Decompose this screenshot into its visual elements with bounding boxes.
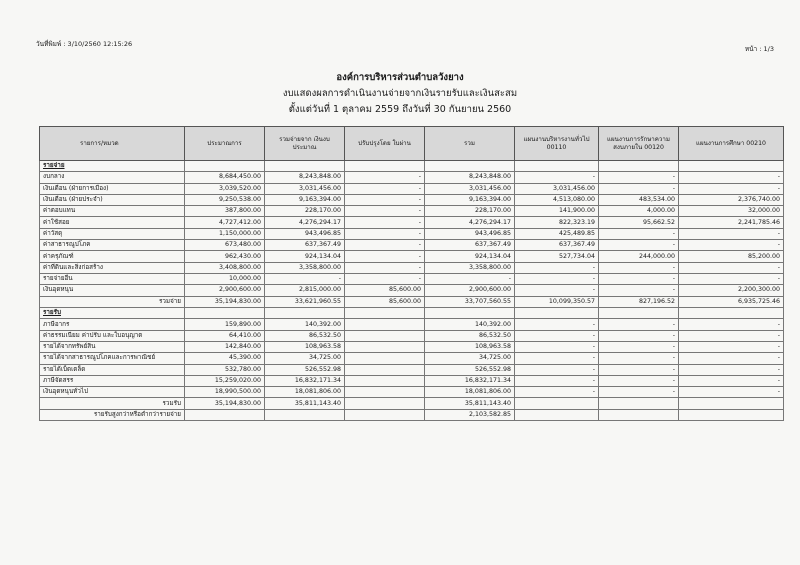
table-cell: 924,134.04 — [425, 251, 515, 262]
empty-cell — [345, 409, 425, 420]
table-cell: 95,662.52 — [599, 217, 679, 228]
table-cell: 637,367.49 — [425, 240, 515, 251]
table-cell: รวมจ่าย — [40, 296, 185, 308]
table-cell: ค่าครุภัณฑ์ — [40, 251, 185, 262]
column-header: แผนงานการศึกษา 00210 — [679, 127, 784, 161]
total-row — [40, 398, 784, 410]
table-cell: - — [345, 262, 425, 273]
table-row — [40, 240, 784, 251]
table-cell — [345, 364, 425, 375]
table-cell: 159,890.00 — [185, 319, 265, 330]
table-cell: 10,000.00 — [185, 273, 265, 284]
table-cell: - — [515, 285, 599, 296]
table-row — [40, 285, 784, 296]
table-cell: 32,000.00 — [679, 206, 784, 217]
table-cell: - — [515, 273, 599, 284]
table-cell — [679, 398, 784, 410]
table-row — [40, 330, 784, 341]
empty-cell — [515, 161, 599, 172]
table-cell: 33,707,560.55 — [425, 296, 515, 308]
table-row — [40, 319, 784, 330]
table-cell: - — [345, 240, 425, 251]
table-cell: 228,170.00 — [425, 206, 515, 217]
table-cell: - — [599, 341, 679, 352]
table-cell: - — [345, 194, 425, 205]
column-header: รวม — [425, 127, 515, 161]
table-cell: 2,815,000.00 — [265, 285, 345, 296]
table-cell: 3,031,456.00 — [515, 183, 599, 194]
table-cell: รายได้เบ็ดเตล็ด — [40, 364, 185, 375]
table-cell: 3,358,800.00 — [265, 262, 345, 273]
table-cell: ภาษีอากร — [40, 319, 185, 330]
empty-cell — [679, 308, 784, 319]
table-cell: - — [679, 341, 784, 352]
table-cell: 527,734.04 — [515, 251, 599, 262]
table-header-row — [40, 127, 784, 161]
empty-cell — [425, 161, 515, 172]
table-cell — [345, 375, 425, 386]
table-cell: รายจ่ายอื่น — [40, 273, 185, 284]
table-cell: 9,163,394.00 — [265, 194, 345, 205]
table-row — [40, 341, 784, 352]
table-cell: ค่าวัสดุ — [40, 228, 185, 239]
table-row — [40, 183, 784, 194]
table-cell: - — [679, 319, 784, 330]
table-cell: - — [515, 319, 599, 330]
net-result-row — [40, 409, 784, 420]
table-cell: 3,039,520.00 — [185, 183, 265, 194]
table-cell: งบกลาง — [40, 172, 185, 183]
table-cell: 2,103,582.85 — [425, 409, 515, 420]
table-cell: 4,727,412.00 — [185, 217, 265, 228]
table-cell: เงินอุดหนุน — [40, 285, 185, 296]
table-row — [40, 172, 784, 183]
table-cell: - — [679, 273, 784, 284]
organization-title: องค์การบริหารส่วนตำบลวังยาง — [336, 72, 464, 83]
table-cell: รายได้จากทรัพย์สิน — [40, 341, 185, 352]
empty-cell — [345, 308, 425, 319]
table-cell: ค่าที่ดินและสิ่งก่อสร้าง — [40, 262, 185, 273]
table-cell: 18,081,806.00 — [265, 387, 345, 398]
table-cell: 827,196.52 — [599, 296, 679, 308]
table-cell: 2,900,600.00 — [185, 285, 265, 296]
table-cell: - — [345, 217, 425, 228]
table-cell: 962,430.00 — [185, 251, 265, 262]
table-cell: - — [345, 273, 425, 284]
column-header: แผนงานการรักษาความ สงบภายใน 00120 — [599, 127, 679, 161]
empty-cell — [265, 161, 345, 172]
table-cell: 924,134.04 — [265, 251, 345, 262]
table-cell: 4,276,294.17 — [425, 217, 515, 228]
empty-cell — [515, 409, 599, 420]
table-row — [40, 262, 784, 273]
table-cell: - — [679, 262, 784, 273]
empty-cell — [599, 161, 679, 172]
table-cell: 526,552.98 — [425, 364, 515, 375]
table-cell: 18,990,500.00 — [185, 387, 265, 398]
table-cell: เงินเดือน (ฝ่ายการเมือง) — [40, 183, 185, 194]
table-cell: 16,832,171.34 — [265, 375, 345, 386]
table-cell — [345, 319, 425, 330]
table-cell: - — [599, 273, 679, 284]
table-cell: 637,367.49 — [515, 240, 599, 251]
table-cell: - — [599, 330, 679, 341]
table-cell: 637,367.49 — [265, 240, 345, 251]
table-cell: 18,081,806.00 — [425, 387, 515, 398]
table-cell: 8,684,450.00 — [185, 172, 265, 183]
empty-cell — [425, 308, 515, 319]
empty-cell — [265, 409, 345, 420]
table-cell: 9,163,394.00 — [425, 194, 515, 205]
table-cell: 228,170.00 — [265, 206, 345, 217]
table-cell — [345, 398, 425, 410]
table-cell: ค่าตอบแทน — [40, 206, 185, 217]
table-cell: 3,408,800.00 — [185, 262, 265, 273]
table-cell: - — [599, 228, 679, 239]
table-cell: 2,376,740.00 — [679, 194, 784, 205]
table-cell: - — [679, 172, 784, 183]
empty-cell — [185, 308, 265, 319]
table-cell: 140,392.00 — [265, 319, 345, 330]
table-cell — [515, 398, 599, 410]
section-header-row — [40, 161, 784, 172]
table-cell: 108,963.58 — [265, 341, 345, 352]
table-cell: 387,800.00 — [185, 206, 265, 217]
table-cell: ภาษีจัดสรร — [40, 375, 185, 386]
financial-table — [39, 126, 784, 421]
section-header-row — [40, 308, 784, 319]
empty-cell — [265, 308, 345, 319]
table-cell: 8,243,848.00 — [425, 172, 515, 183]
table-row — [40, 364, 784, 375]
table-cell: 34,725.00 — [265, 353, 345, 364]
table-cell: 4,276,294.17 — [265, 217, 345, 228]
table-cell: เงินอุดหนุนทั่วไป — [40, 387, 185, 398]
section-title: รายรับ — [40, 308, 185, 319]
empty-cell — [185, 409, 265, 420]
table-cell: 483,534.00 — [599, 194, 679, 205]
table-cell: 86,532.50 — [265, 330, 345, 341]
table-cell: 425,489.85 — [515, 228, 599, 239]
table-cell: - — [679, 387, 784, 398]
table-cell: - — [599, 353, 679, 364]
table-cell: 2,900,600.00 — [425, 285, 515, 296]
table-cell: 673,480.00 — [185, 240, 265, 251]
table-cell: เงินเดือน (ฝ่ายประจำ) — [40, 194, 185, 205]
table-row — [40, 375, 784, 386]
table-cell: - — [599, 285, 679, 296]
table-cell: - — [679, 353, 784, 364]
empty-cell — [679, 409, 784, 420]
table-cell: ค่าธรรมเนียม ค่าปรับ และใบอนุญาต — [40, 330, 185, 341]
table-cell: 64,410.00 — [185, 330, 265, 341]
table-cell: 244,000.00 — [599, 251, 679, 262]
table-cell: 2,200,300.00 — [679, 285, 784, 296]
table-cell: - — [679, 183, 784, 194]
table-row — [40, 217, 784, 228]
column-header: ประมาณการ — [185, 127, 265, 161]
table-cell: 33,621,960.55 — [265, 296, 345, 308]
table-cell: - — [599, 375, 679, 386]
table-cell: 15,259,020.00 — [185, 375, 265, 386]
table-cell: 526,552.98 — [265, 364, 345, 375]
table-cell: 86,532.50 — [425, 330, 515, 341]
table-cell: 45,390.00 — [185, 353, 265, 364]
table-cell — [345, 341, 425, 352]
table-cell: - — [679, 240, 784, 251]
print-date: วันที่พิมพ์ : 3/10/2560 12:15:26 — [36, 40, 133, 48]
table-cell: - — [599, 172, 679, 183]
table-cell: 3,031,456.00 — [425, 183, 515, 194]
table-cell: 85,200.00 — [679, 251, 784, 262]
table-cell: - — [599, 262, 679, 273]
empty-cell — [599, 409, 679, 420]
table-cell: - — [265, 273, 345, 284]
table-cell — [599, 398, 679, 410]
table-cell: 35,194,830.00 — [185, 398, 265, 410]
table-cell: 16,832,171.34 — [425, 375, 515, 386]
empty-cell — [345, 161, 425, 172]
table-cell: 141,900.00 — [515, 206, 599, 217]
table-row — [40, 228, 784, 239]
table-row — [40, 273, 784, 284]
table-row — [40, 251, 784, 262]
table-row — [40, 206, 784, 217]
table-cell: 4,513,080.00 — [515, 194, 599, 205]
table-cell: 822,323.19 — [515, 217, 599, 228]
table-cell: - — [679, 228, 784, 239]
table-cell: 1,150,000.00 — [185, 228, 265, 239]
empty-cell — [515, 308, 599, 319]
table-cell: 10,099,350.57 — [515, 296, 599, 308]
section-title: รายจ่าย — [40, 161, 185, 172]
report-period: ตั้งแต่วันที่ 1 ตุลาคม 2559 ถึงวันที่ 30 กันยายน 2560 — [288, 104, 512, 115]
table-cell: 85,600.00 — [345, 285, 425, 296]
table-cell: - — [345, 228, 425, 239]
report-title: งบแสดงผลการดำเนินงานจ่ายจากเงินรายรับและเงินสะสม — [282, 88, 518, 99]
column-header: ปรับปรุงโดย ใบผ่าน — [345, 127, 425, 161]
table-cell: - — [515, 387, 599, 398]
table-cell: 943,496.85 — [425, 228, 515, 239]
table-cell: 35,811,143.40 — [425, 398, 515, 410]
table-cell: 3,358,800.00 — [425, 262, 515, 273]
table-cell: - — [679, 375, 784, 386]
table-cell: 6,935,725.46 — [679, 296, 784, 308]
table-cell: - — [679, 364, 784, 375]
table-cell: - — [345, 206, 425, 217]
table-cell — [345, 330, 425, 341]
table-cell: - — [679, 330, 784, 341]
table-cell: - — [345, 172, 425, 183]
table-cell: 142,840.00 — [185, 341, 265, 352]
table-cell: 34,725.00 — [425, 353, 515, 364]
table-cell: 8,243,848.00 — [265, 172, 345, 183]
table-cell: - — [599, 183, 679, 194]
table-cell: - — [515, 375, 599, 386]
table-cell: รวมรับ — [40, 398, 185, 410]
table-cell: 2,241,785.46 — [679, 217, 784, 228]
table-cell: - — [515, 172, 599, 183]
empty-cell — [599, 308, 679, 319]
empty-cell — [679, 161, 784, 172]
table-cell: ค่าสาธารณูปโภค — [40, 240, 185, 251]
table-cell: ค่าใช้สอย — [40, 217, 185, 228]
table-cell: - — [599, 387, 679, 398]
table-cell: 9,250,538.00 — [185, 194, 265, 205]
table-cell: - — [425, 273, 515, 284]
table-cell: 35,194,830.00 — [185, 296, 265, 308]
table-cell: - — [599, 240, 679, 251]
table-cell: - — [345, 251, 425, 262]
column-header: แผนงานบริหารงานทั่วไป 00110 — [515, 127, 599, 161]
table-cell: 943,496.85 — [265, 228, 345, 239]
table-cell: - — [515, 262, 599, 273]
column-header: รายการ/หมวด — [40, 127, 185, 161]
column-header: รวมจ่ายจาก เงินงบประมาณ — [265, 127, 345, 161]
table-cell: 140,392.00 — [425, 319, 515, 330]
table-cell — [345, 387, 425, 398]
table-cell: - — [345, 183, 425, 194]
empty-cell — [185, 161, 265, 172]
table-cell: 532,780.00 — [185, 364, 265, 375]
table-cell: - — [515, 364, 599, 375]
table-cell: 85,600.00 — [345, 296, 425, 308]
table-cell: 35,811,143.40 — [265, 398, 345, 410]
table-cell: - — [515, 341, 599, 352]
table-cell: 108,963.58 — [425, 341, 515, 352]
table-cell: - — [599, 364, 679, 375]
table-row — [40, 194, 784, 205]
table-cell: - — [599, 319, 679, 330]
table-cell: 3,031,456.00 — [265, 183, 345, 194]
table-cell: - — [515, 353, 599, 364]
table-cell — [345, 353, 425, 364]
table-cell: รายรับสูงกว่าหรือต่ำกว่ารายจ่าย — [40, 409, 185, 420]
page-number: หน้า : 1/3 — [744, 45, 774, 53]
table-cell: รายได้จากสาธารณูปโภคและการพาณิชย์ — [40, 353, 185, 364]
table-row — [40, 387, 784, 398]
total-row — [40, 296, 784, 308]
table-row — [40, 353, 784, 364]
table-cell: 4,000.00 — [599, 206, 679, 217]
table-cell: - — [515, 330, 599, 341]
